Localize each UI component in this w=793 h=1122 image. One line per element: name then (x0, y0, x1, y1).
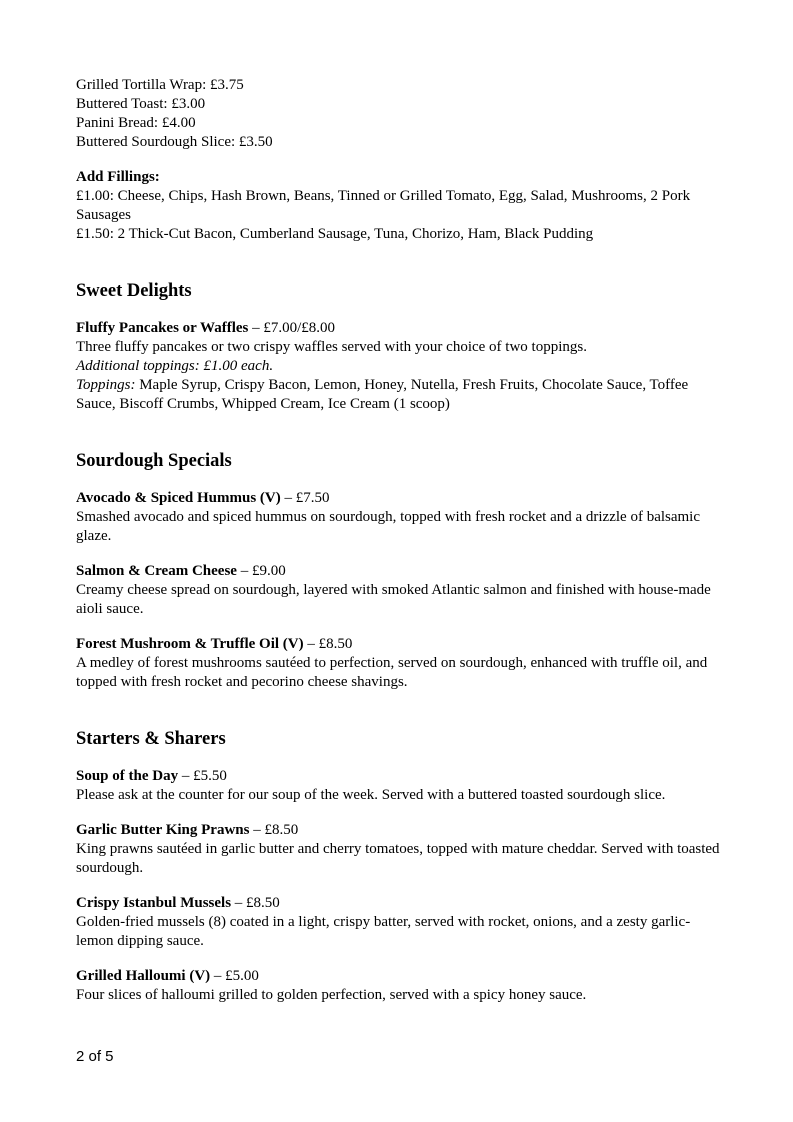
menu-item-price: – £7.00/£8.00 (248, 320, 336, 336)
menu-item (76, 821, 726, 840)
menu-content (76, 76, 726, 1005)
fillings-tier-1: £1.00: Cheese, Chips, Hash Brown, Beans, Tinned or Grilled Tomato, Egg, Salad, Mushrooms, 2 Pork Sausages (76, 188, 691, 223)
toppings-list (76, 376, 726, 414)
menu-item-name: Fluffy Pancakes or Waffles (76, 320, 249, 336)
section-heading-sweet: Sweet Delights (76, 281, 192, 301)
bread-option: Panini Bread: £4.00 (76, 115, 196, 131)
menu-item-name: Avocado & Spiced Hummus (V) (76, 490, 281, 506)
starters-section (76, 728, 726, 1005)
menu-item-name: Crispy Istanbul Mussels (76, 895, 232, 911)
menu-item (76, 967, 726, 986)
menu-item-description: Golden-fried mussels (8) coated in a light, crispy batter, served with rocket, onions, and a zesty garlic-lemon dipping sauce. (76, 914, 691, 949)
toppings-values: Maple Syrup, Crispy Bacon, Lemon, Honey, Nutella, Fresh Fruits, Chocolate Sauce, Toffee Sauce, Biscoff Crumbs, Whipped Cream, Ice Cream (1 scoop) (76, 377, 689, 412)
menu-item-description: Creamy cheese spread on sourdough, layered with smoked Atlantic salmon and finished with house-made aioli sauce. (76, 582, 711, 617)
fillings-title: Add Fillings: (76, 169, 160, 185)
menu-item-name: Salmon & Cream Cheese (76, 563, 237, 579)
sweet-section (76, 280, 726, 414)
menu-item-price: – £5.50 (178, 768, 227, 784)
menu-item-price: – £9.00 (236, 563, 286, 579)
menu-item (76, 894, 726, 913)
bread-option: Grilled Tortilla Wrap: £3.75 (76, 77, 244, 93)
menu-item-description: Smashed avocado and spiced hummus on sourdough, topped with fresh rocket and a drizzle of balsamic glaze. (76, 509, 701, 544)
bread-option: Buttered Toast: £3.00 (76, 96, 206, 112)
menu-item-description: Three fluffy pancakes or two crispy waffles served with your choice of two toppings. (76, 339, 587, 355)
fillings-section (76, 168, 726, 244)
menu-item (76, 562, 726, 581)
additional-toppings-note: Additional toppings: £1.00 each. (76, 358, 274, 374)
menu-item-name: Garlic Butter King Prawns (76, 822, 250, 838)
toppings-label: Toppings: (76, 377, 136, 393)
menu-item (76, 635, 726, 654)
fillings-tier-2: £1.50: 2 Thick-Cut Bacon, Cumberland Sausage, Tuna, Chorizo, Ham, Black Pudding (76, 226, 594, 242)
menu-item-price: – £7.50 (280, 490, 330, 506)
section-heading-sourdough: Sourdough Specials (76, 451, 232, 471)
bread-options (76, 76, 726, 152)
menu-item-description: Four slices of halloumi grilled to golden perfection, served with a spicy honey sauce. (76, 987, 587, 1003)
menu-item-name: Grilled Halloumi (V) (76, 968, 211, 984)
page-indicator: 2 of 5 (76, 1048, 114, 1065)
menu-item (76, 767, 726, 786)
menu-item-description: A medley of forest mushrooms sautéed to perfection, served on sourdough, enhanced with truffle oil, and topped with fresh rocket and pecorino cheese shavings. (76, 655, 708, 690)
menu-item-description: King prawns sautéed in garlic butter and cherry tomatoes, topped with mature cheddar. Served with toasted sourdough. (76, 841, 720, 876)
menu-item-pancakes (76, 319, 726, 338)
menu-item (76, 489, 726, 508)
section-heading-starters: Starters & Sharers (76, 729, 226, 749)
bread-option: Buttered Sourdough Slice: £3.50 (76, 134, 273, 150)
menu-item-price: – £8.50 (303, 636, 353, 652)
menu-item-name: Forest Mushroom & Truffle Oil (V) (76, 636, 304, 652)
menu-item-name: Soup of the Day (76, 768, 179, 784)
sourdough-section (76, 450, 726, 692)
menu-item-description: Please ask at the counter for our soup of the week. Served with a buttered toasted sourdough slice. (76, 787, 666, 803)
menu-item-price: – £8.50 (249, 822, 299, 838)
menu-item-price: – £8.50 (231, 895, 280, 911)
menu-item-price: – £5.00 (210, 968, 259, 984)
